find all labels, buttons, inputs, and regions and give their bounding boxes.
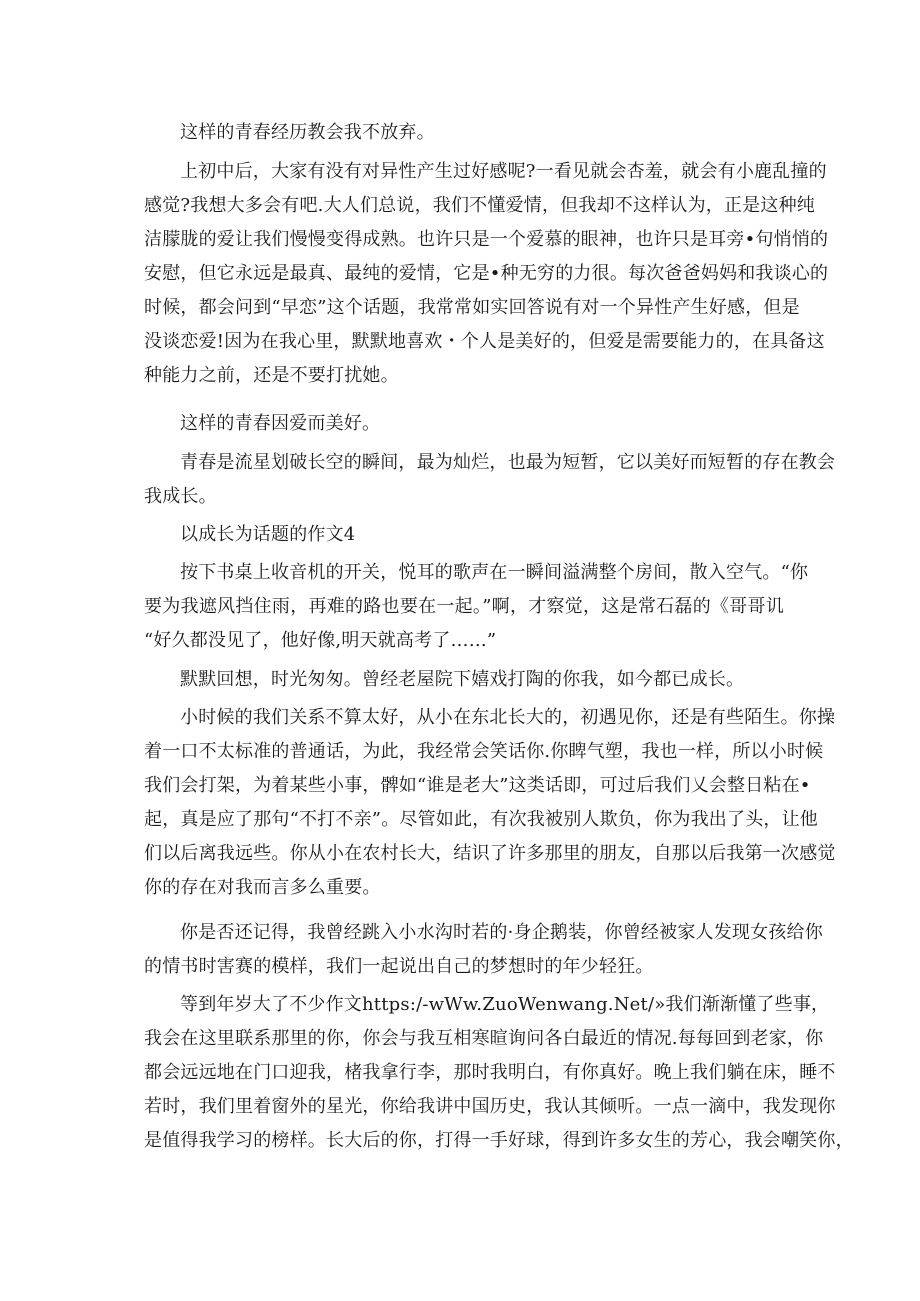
text-line: “好久都没见了，他好像,明天就高考了……”: [144, 630, 497, 651]
paragraph: [144, 556, 809, 658]
paragraph: [144, 116, 784, 150]
text-line: 起，真是应了那句“不打不亲”。尽管如此，有次我被别人欺负，你为我出了头，让他: [144, 809, 819, 830]
paragraph: [144, 988, 854, 1158]
text-line: 等到年岁大了不少作文https:/-wWw.ZuoWenwang.Net/»我们渐渐懂了些事，: [180, 994, 830, 1015]
text-line: 你是否还记得，我曾经跳入小水沟时若的·身企鹅装，你曾经被家人发现女孩给你: [180, 922, 823, 943]
text-line: 着一口不太标准的普通话，为此，我经常会笑话你.你睥气塑，我也一样，所以小时候: [144, 741, 824, 762]
text-line: 默默回想，时光匆匆。曾经老屋院下嬉戏打陶的你我，如今都已成长。: [180, 669, 745, 690]
paragraph: [144, 407, 784, 441]
paragraph: [144, 916, 823, 984]
text-line: 你的存在对我而言多么重要。: [144, 877, 381, 898]
text-line: 安慰，但它永远是最真、最纯的爱情，它是•种无穷的力很。每次爸爸妈妈和我谈心的: [144, 263, 829, 284]
text-line: 这样的青春因爱而美好。: [180, 413, 381, 434]
text-line: 这样的青春经历教会我不放弃。: [180, 122, 435, 143]
text-line: 洁朦胧的爱让我们慢慢变得成熟。也许只是一个爱慕的眼神，也许只是耳旁•句悄悄的: [144, 229, 829, 250]
text-line: 若时，我们里着窗外的星光，你给我讲中国历史，我认其倾听。一点一滴中，我发现你: [144, 1096, 836, 1117]
text-line: 们以后离我远些。你从小在农村长大，结识了许多那里的朋友，自那以后我第一次感觉: [144, 843, 836, 864]
text-line: 青春是流星划破长空的瞬间，最为灿烂，也最为短暂，它以美好而短暂的存在教会: [180, 452, 836, 473]
paragraph: [144, 446, 836, 514]
text-line: 以成长为话题的作文4: [180, 524, 356, 545]
text-line: 上初中后，大家有没有对异性产生过好感呢?一看见就会杏羞，就会有小鹿乱撞的: [180, 161, 827, 182]
text-line: 要为我遮风挡住雨，再难的路也要在一起。”啊，才察觉，这是常石磊的《哥哥讥: [144, 596, 784, 617]
text-line: 是值得我学习的榜样。长大后的你，打得一手好球，得到许多女生的芳心，我会嘲笑你，: [144, 1130, 854, 1151]
text-line: 的情书时害赛的模样，我们一起说出自己的梦想时的年少轻狂。: [144, 956, 654, 977]
text-line: 时候，都会问到“早恋”这个话题，我常常如实回答说有对一个异性产生好感，但是: [144, 297, 800, 318]
paragraph: [144, 663, 784, 697]
text-line: 感觉?我想大多会有吧.大人们总说，我们不懂爱情，但我却不这样认为，正是这种纯: [144, 195, 815, 216]
paragraph: [144, 155, 829, 393]
text-line: 按下书桌上收音机的开关，悦耳的歌声在一瞬间溢满整个房间，散入空气。“你: [180, 562, 809, 583]
section-heading: [144, 518, 784, 552]
paragraph: [144, 701, 836, 905]
text-line: 我们会打架，为着某些小事，髀如“谁是老大”这类话即，可过后我们乂会整日粘在•: [144, 775, 811, 796]
text-line: 都会远远地在门口迎我，楮我拿行李，那时我明白，有你真好。晚上我们躺在床，睡不: [144, 1062, 836, 1083]
text-line: 没谈恋爱!因为在我心里，默默地喜欢・个人是美好的，但爱是需要能力的，在具备这: [144, 331, 825, 352]
text-line: 种能力之前，还是不要打扰她。: [144, 365, 399, 386]
text-line: 我会在这里联系那里的你，你会与我互相寒暄询问各白最近的情况.每每回到老家，你: [144, 1028, 824, 1049]
text-line: 小时候的我们关系不算太好，从小在东北长大的，初遇见你，还是有些陌生。你操: [180, 707, 836, 728]
text-line: 我成长。: [144, 486, 217, 507]
